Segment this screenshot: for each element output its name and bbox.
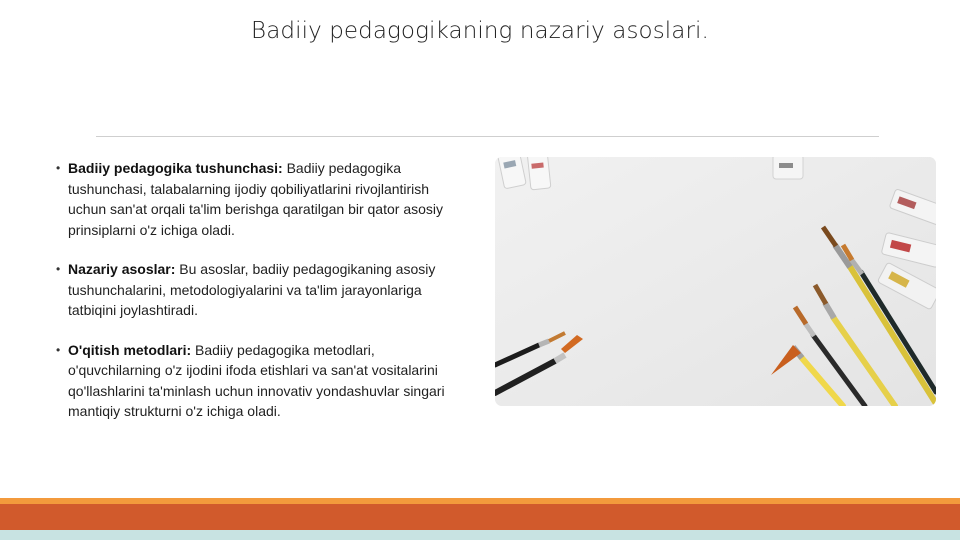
slide-title: Badiiy pedagogikaning nazariy asoslari.	[251, 18, 709, 44]
paint-tube-icon	[527, 157, 551, 190]
paintbrushes-photo	[495, 157, 936, 406]
title-divider	[96, 136, 879, 137]
bullet-dot-icon: •	[56, 262, 61, 276]
paintbrushes-and-paint-tubes-photo-icon	[495, 157, 936, 406]
bullet-dot-icon: •	[56, 342, 61, 357]
bullet-text: Badiiy pedagogika tushunchasi, talabalarning ijodiy qobiliyatlarini rivojlantirish uchun san'at orqali ta'lim berishga qaratilgan bir qator asosiy prinsiplarni o'z ichiga oladi.	[68, 160, 443, 238]
bullet-text: Bu asoslar, badiiy pedagogikaning asosiy tushunchalarini, metodologiyalarini va ta'lim jarayonlariga tatbiqini joylashtiradi.	[68, 261, 436, 318]
bullet-item	[56, 340, 468, 422]
bullet-item	[56, 158, 468, 240]
bullet-heading: O'qitish metodlari:	[68, 341, 192, 358]
paint-tube-icon	[773, 157, 803, 179]
bullet-text: Badiiy pedagogika metodlari, o'quvchilarning o'z ijodini ifoda etishlari va san'at vositalarini qo'llashlarini ta'minlash uchun innovativ yondashuvlar singari mantiqiy strukturni o'z ichiga oladi.	[68, 341, 445, 419]
footer-band	[0, 504, 960, 530]
bullet-heading: Badiiy pedagogika tushunchasi:	[68, 160, 283, 176]
bullet-list	[56, 158, 468, 422]
bullet-item	[56, 259, 468, 321]
bullet-heading: Nazariy asoslar:	[68, 261, 176, 277]
bullet-dot-icon: •	[56, 161, 61, 175]
footer-stripe-bottom	[0, 530, 960, 540]
